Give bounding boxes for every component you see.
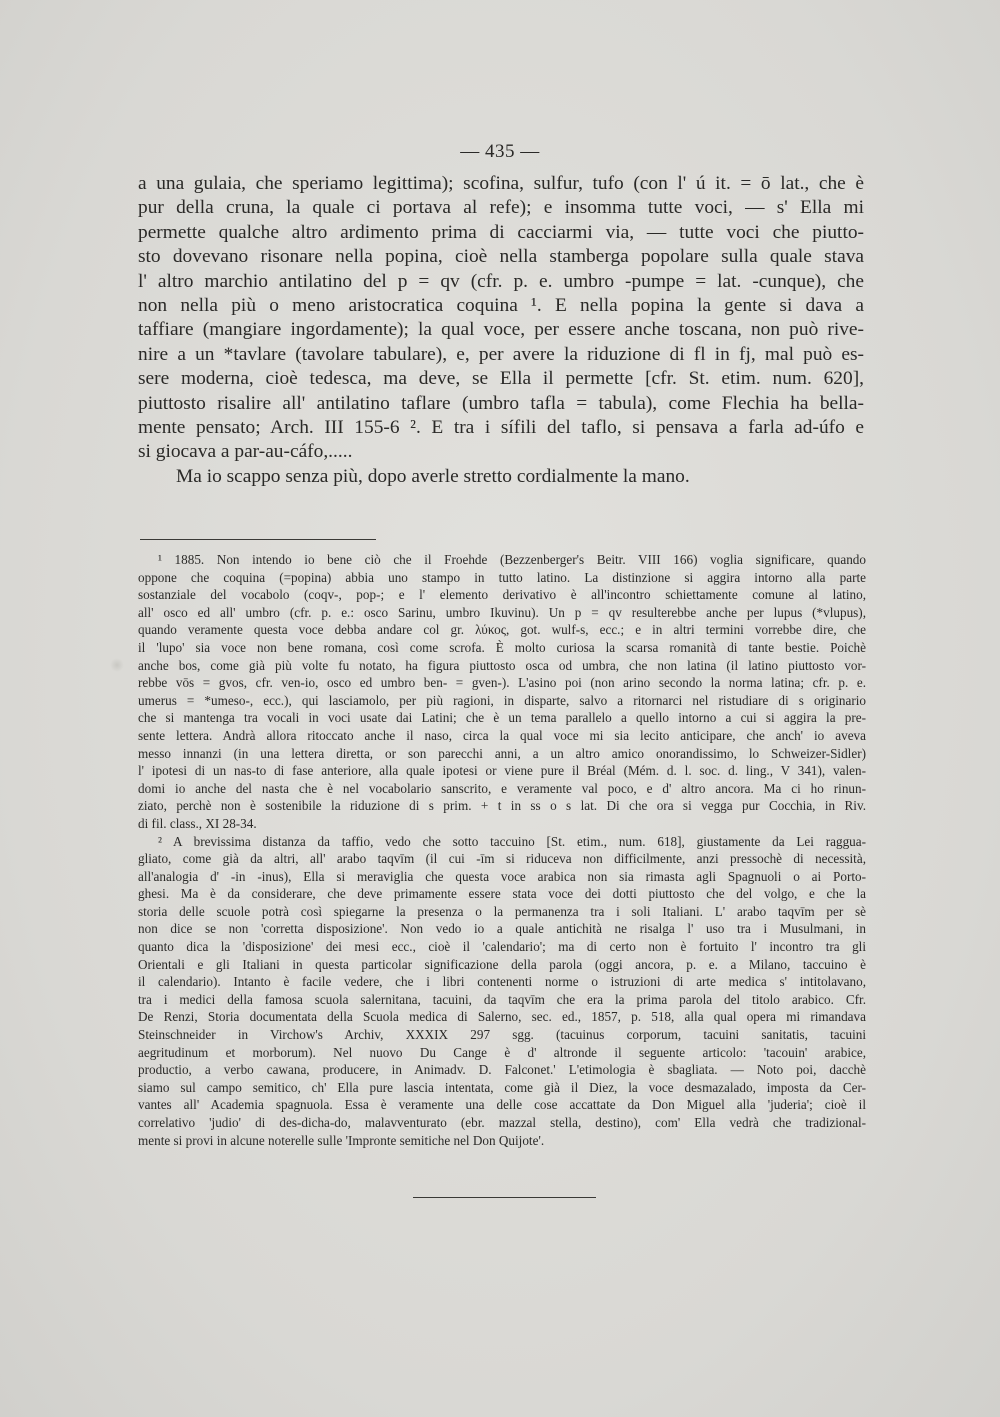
- footnote-1-line: l' ipotesi di un nas-to di fase anteriore, alla quale ipotesi or viene pure il Bréal (Mém. d. l. soc. d. ling., V 341), valen-: [138, 763, 866, 779]
- main-text-line: non nella più o meno aristocratica coquina ¹. E nella popina la gente si dava a: [138, 295, 864, 317]
- footnote-1-line: oppone che coquina (=popina) abbia uno stampo in tutto latino. La distinzione si aggira intorno alla parte: [138, 569, 866, 585]
- footnote-2-line: gliato, come già da altri, all' arabo taqvīm (il cui -īm si riduceva non difficilmente, anzi pressochè di necessità,: [138, 851, 866, 867]
- footnote-1-line: ¹ 1885. Non intendo io bene ciò che il Froehde (Bezzenberger's Beitr. VIII 166) voglia significare, quando: [158, 552, 866, 567]
- footnote-2-line: Orientali e gli Italiani in questa particolar significazione della parola (oggi ancora, p. e. a Milano, taccuino è: [138, 956, 866, 972]
- main-text-line: permette qualche altro ardimento prima di cacciarmi via, — tutte voci che piutto-: [138, 221, 864, 243]
- main-text-line: sto dovevano risonare nella popina, cioè nella stamberga popolare sulla quale stava: [138, 246, 864, 268]
- footnote-2-line: siamo sul campo semitico, ch' Ella pure lascia intentata, come già il Diez, la voce desmazalado, imposta da Cer-: [138, 1079, 866, 1095]
- footnote-1-line: il 'lupo' sia voce non bene romana, così come scrofa. È molto curiosa la scarsa romanità di tante bestie. Poichè: [138, 639, 866, 655]
- main-text-line: si giocava a par-au-cáfo,.....: [138, 441, 353, 463]
- paper-blemish: [110, 658, 124, 672]
- footnote-2-line: tra i medici della famosa scuola salernitana, tacuini, da taqvīm che era la prima parola del titolo arabico. Cfr.: [138, 991, 866, 1007]
- footnote-2-line: Steinschneider in Virchow's Archiv, XXXIX 297 sgg. (tacuinus corporum, tacuini sanitatis, tacuini: [138, 1027, 866, 1043]
- footnote-2-line: quanto dica la 'disposizione' dei mesi ecc., cioè il 'calendario'; ma di certo non è fortuito l' incontro tra gli: [138, 939, 866, 955]
- footnote-2-line: storia delle scuole potrà così spiegarne la presenza o la permanenza tra i soli Italiani. L' arabo taqvīm per sè: [138, 903, 866, 919]
- main-text-line: sere moderna, cioè tedesca, ma deve, se Ella il permette [cfr. St. etim. num. 620],: [138, 368, 864, 390]
- main-text-line: a una gulaia, che speriamo legittima); scofina, sulfur, tufo (con l' ú it. = ō lat., che è: [138, 173, 864, 194]
- footnote-2-line: mente si provi in alcune noterelle sulle 'Impronte semitiche nel Don Quijote'.: [138, 1132, 545, 1148]
- footnote-1-line: sostanziale del vocabolo (coqv-, pop-; e l' elemento derivativo è all'incontro schiettamente comune al latino,: [138, 587, 866, 603]
- main-text-line: l' altro marchio antilatino del p = qv (cfr. p. e. umbro -pumpe = lat. -cunque), che: [138, 270, 864, 292]
- footnote-separator: [140, 539, 376, 540]
- footnote-2-line: il calendario). Intanto è facile vedere, che i libri contenenti norme o istruzioni di arte medica s' intitolavano,: [138, 974, 866, 990]
- footnote-1-line: umerus = *umeso-, ecc.), qui lasciamolo, per più ragioni, in disparte, salvo a ritornarci nel ristudiare di s originario: [138, 692, 866, 708]
- footnote-1-line: messo innanzi (in una lettera diretta, or son parecchi anni, a un altro amico onorandissimo, lo Schweizer-Sidler): [138, 745, 866, 761]
- footnote-1-line: che si mantenga tra vocali in voci usate dai Latini; che è un tema parallelo a quello intorno a cui si aggira la pre-: [138, 710, 866, 726]
- main-text-line: nire a un *tavlare (tavolare tabulare), e, per avere la riduzione di fl in fj, mal può es-: [138, 343, 864, 365]
- footnote-1-line: quando veramente questa voce debba andare col gr. λύκος, got. wulf-s, ecc.; e in altri termini vorrebbe dire, che: [138, 622, 866, 638]
- footnote-1-line: sente lettera. Andrà allora ritoccato anche il naso, circa la qual voce mi sia lecito anticipare, che anch' io aveva: [138, 727, 866, 743]
- main-text-line: piuttosto risalire all' antilatino taflare (umbro tafla = tabula), come Flechia ha bella-: [138, 392, 864, 414]
- page-number: — 435 —: [460, 141, 540, 162]
- footnotes: [138, 551, 866, 1149]
- footnote-1-line: ziato, perchè non è sostenibile la riduzione di s prim. + t in ss o s lat. Di che ora si vegga pur Cocchia, in Riv.: [138, 798, 866, 814]
- footnote-2-line: ² A brevissima distanza da taffio, vedo che sotto taccuino [St. etim., num. 618], giustamente da Lei raggua-: [158, 833, 866, 849]
- footnote-1-line: all' osco ed all' umbro (cfr. p. e.: osco Sarinu, umbro Ikuvinu). Un p = qv resulterebbe anche per lupus (*vlupus),: [138, 604, 866, 620]
- footnote-1-line: rebbe vōs = gvos, cfr. ven-io, osco ed umbro ben- = gven-). L'asino poi (non arino secondo la norma latina; cfr. p. e.: [138, 675, 866, 691]
- main-text: [138, 172, 864, 489]
- footnote-1-line: anche bos, come già più volte fu notato, ha figura piuttosto osca od umbra, che non latina (il latino piuttosto vor-: [138, 657, 866, 673]
- footnote-2-line: De Renzi, Storia documentata della Scuola medica di Salerno, sec. ed., 1857, p. 518, alla qual opera mi rimandava: [138, 1009, 866, 1025]
- footnote-2-line: aegritudinum et morborum). Nel nuovo Du Cange è d' altronde il seguente articolo: 'tacouin' arabice,: [138, 1044, 866, 1060]
- closing-line: Ma io scappo senza più, dopo averle stretto cordialmente la mano.: [176, 465, 690, 487]
- footnote-2-line: vantes all' Academia spagnuola. Essa è veramente una delle cose accattate da Don Miguel alla 'juderia'; cioè il: [138, 1097, 866, 1113]
- footnote-2-line: ghesi. Ma è da considerare, che deve primamente essere stata voce dei dotti piuttosto che del volgo, e che la: [138, 886, 866, 902]
- main-text-line: pur della cruna, la quale ci portava al refe); e insomma tutte voci, — s' Ella mi: [138, 197, 864, 219]
- footnote-1-line: domi io anche del nasta che è nel vocabolario sanscrito, e veramente val poco, e d' altro ancora. Ma ci ho rinun-: [138, 780, 866, 796]
- end-rule: [413, 1197, 596, 1198]
- main-text-line: taffiare (mangiare ingordamente); la qual voce, per essere anche toscana, non può rive-: [138, 319, 864, 341]
- main-text-line: mente pensato; Arch. III 155-6 ². E tra i sífili del taflo, si pensava a farla ad-úfo e: [138, 417, 864, 439]
- footnote-2-line: all'analogia d' -in -inus), Ella si meraviglia che questa voce arabica non sia rimasta agli Spagnuoli o ai Porto-: [138, 868, 866, 884]
- footnote-2-line: correlativo 'judio' di des-dicha-do, malavventurato (ebr. mazzal stella, destino), com' Ella vedrà che tradizional-: [138, 1115, 866, 1130]
- footnote-1-line: di fil. class., XI 28-34.: [138, 815, 257, 831]
- footnote-2-line: productio, a verbo cawana, producere, in Animadv. D. Falconet.' L'etimologia è sbagliata. — Noto poi, dacchè: [138, 1062, 866, 1078]
- footnote-2-line: non dice se non 'corretta disposizione'. Non vedo io a quale antichità ne risalga l' uso tra i Musulmani, in: [138, 921, 866, 937]
